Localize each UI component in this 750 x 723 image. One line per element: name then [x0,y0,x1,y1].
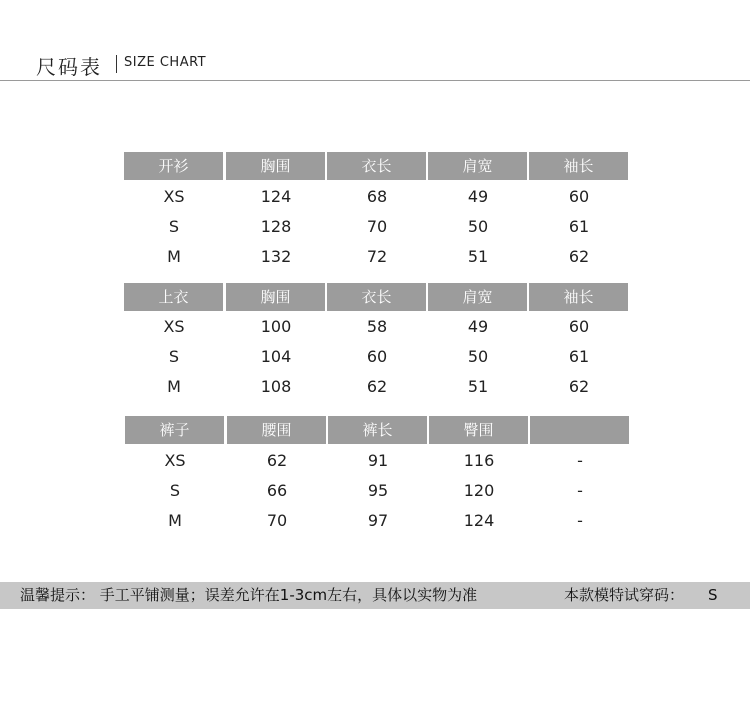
size-cell: M [167,247,181,266]
value-cell: - [577,511,583,530]
value-cell: 49 [467,317,489,336]
size-cell: XS [163,317,185,336]
model-size-value: S [708,586,718,604]
value-cell: 60 [366,347,388,366]
table-row [124,372,628,402]
value-cell: 62 [266,451,288,470]
value-cell: 62 [568,247,590,266]
value-cell: 70 [266,511,288,530]
value-cell: 116 [463,451,495,470]
value-cell: 68 [366,187,388,206]
value-cell: 124 [260,187,292,206]
footer-note-bar [0,582,750,609]
table-row [125,446,629,476]
value-cell: 91 [367,451,389,470]
size-cell: XS [163,187,185,206]
value-cell: 95 [367,481,389,500]
value-cell: - [577,451,583,470]
value-cell: 58 [366,317,388,336]
header-cell: 裤长 [328,416,427,444]
header-cell: 肩宽 [428,152,527,180]
size-cell: M [168,511,182,530]
table-row [124,182,628,212]
value-cell: 51 [467,377,489,396]
value-cell: 100 [260,317,292,336]
size-table-pants [125,416,629,536]
header-cell: 腰围 [227,416,326,444]
value-cell: 120 [463,481,495,500]
table-header-row [124,152,628,180]
value-cell: 60 [568,187,590,206]
size-table-cardigan [124,152,628,272]
size-cell: M [167,377,181,396]
value-cell: 62 [568,377,590,396]
header-cell: 胸围 [226,152,325,180]
page-title-en: SIZE CHART [124,55,207,70]
header-cell: 袖长 [529,283,628,311]
table-row [124,212,628,242]
header-cell: 臀围 [429,416,528,444]
value-cell: 49 [467,187,489,206]
size-cell: S [168,217,180,236]
table-row [124,242,628,272]
title-divider [116,55,117,73]
value-cell: 72 [366,247,388,266]
header-cell: 袖长 [529,152,628,180]
header-cell: 衣长 [327,283,426,311]
value-cell: 50 [467,217,489,236]
table-header-row [125,416,629,444]
header-cell: 裤子 [125,416,224,444]
value-cell: 104 [260,347,292,366]
value-cell: - [577,481,583,500]
header-cell: 胸围 [226,283,325,311]
table-row [125,476,629,506]
table-row [124,342,628,372]
header-cell: 肩宽 [428,283,527,311]
table-header-row [124,283,628,311]
size-cell: S [169,481,181,500]
size-table-tops [124,283,628,402]
header-cell [530,416,629,444]
measurement-note: 温馨提示： 手工平铺测量；误差允许在1-3cm左右，具体以实物为准 [20,586,478,604]
value-cell: 124 [463,511,495,530]
header-cell: 衣长 [327,152,426,180]
value-cell: 50 [467,347,489,366]
model-size-label: 本款模特试穿码： [564,586,685,604]
size-cell: S [168,347,180,366]
value-cell: 61 [568,347,590,366]
value-cell: 62 [366,377,388,396]
page-header [0,0,750,81]
value-cell: 61 [568,217,590,236]
value-cell: 97 [367,511,389,530]
value-cell: 60 [568,317,590,336]
table-row [124,312,628,342]
header-cell: 开衫 [124,152,223,180]
page-title-zh: 尺码表 [36,55,102,79]
value-cell: 132 [260,247,292,266]
value-cell: 128 [260,217,292,236]
value-cell: 66 [266,481,288,500]
size-cell: XS [164,451,186,470]
table-row [125,506,629,536]
value-cell: 70 [366,217,388,236]
value-cell: 108 [260,377,292,396]
header-cell: 上衣 [124,283,223,311]
value-cell: 51 [467,247,489,266]
